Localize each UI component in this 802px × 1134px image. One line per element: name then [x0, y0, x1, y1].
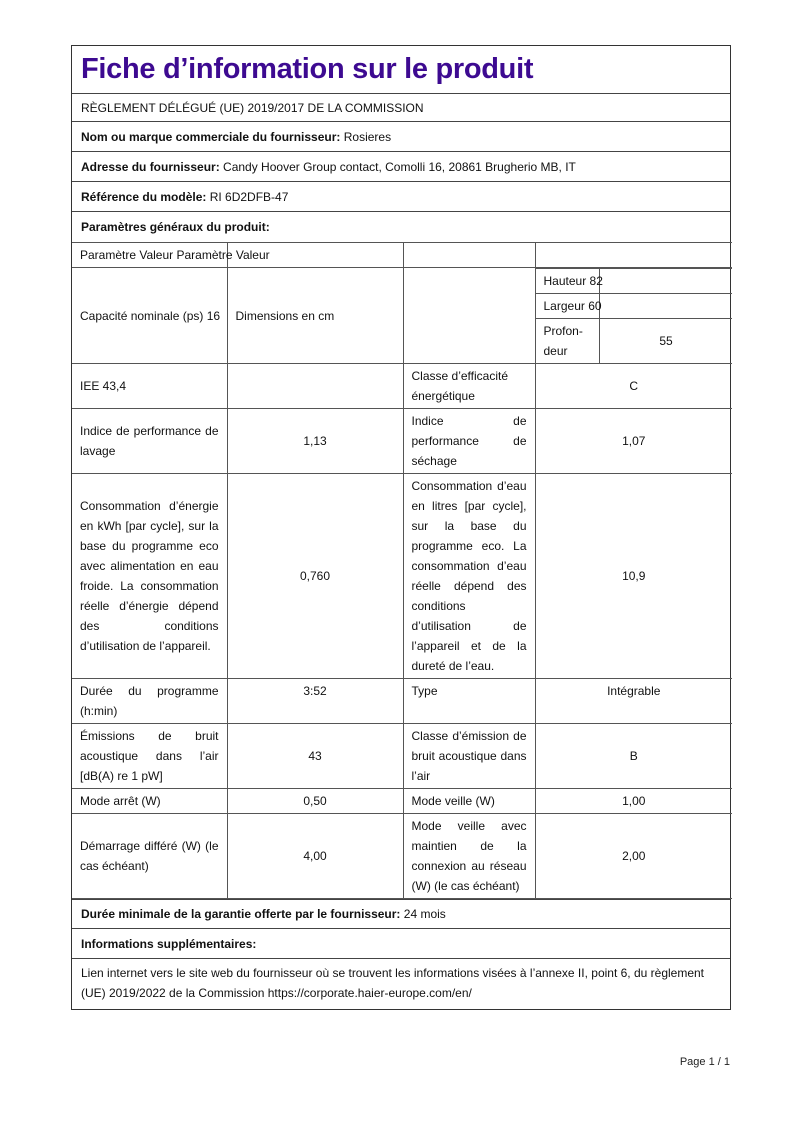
- param-value: C: [535, 364, 732, 409]
- param-label: Mode veille avec maintien de la connexion au réseau (W) (le cas échéant): [403, 814, 535, 899]
- page-title: Fiche d’information sur le produit: [72, 46, 730, 94]
- width-label: Largeur 60: [536, 294, 600, 319]
- depth-label: Profon-deur: [536, 319, 600, 364]
- param-value: B: [535, 724, 732, 789]
- param-value: 0,760: [227, 474, 403, 679]
- depth-value: 55: [600, 319, 733, 364]
- table-row: [72, 474, 732, 679]
- additional-info-heading: Informations supplémentaires:: [72, 929, 730, 959]
- param-label: Durée du programme (h:min): [72, 679, 227, 724]
- supplier-address-label: Adresse du fournisseur:: [81, 159, 220, 174]
- param-value: Intégrable: [535, 679, 732, 724]
- table-row: [72, 724, 732, 789]
- param-label: Classe d’efficacité énergétique: [403, 364, 535, 409]
- regulation-text: RÈGLEMENT DÉLÉGUÉ (UE) 2019/2017 DE LA COMMISSION: [72, 94, 730, 122]
- table-row: [72, 789, 732, 814]
- warranty-label: Durée minimale de la garantie offerte par le fournisseur:: [81, 907, 401, 921]
- table-row: [72, 364, 732, 409]
- height-label: Hauteur 82: [536, 269, 600, 294]
- table-row-capacity-dimensions: [72, 268, 732, 364]
- param-label: Indice de performance de lavage: [72, 409, 227, 474]
- param-label: Consommation d’énergie en kWh [par cycle], sur la base du programme eco avec alimentation en eau froide. La consommation réelle d’énergie dépend des conditions d’utilisation de l’appareil.: [72, 474, 227, 679]
- param-value: 1,07: [535, 409, 732, 474]
- supplier-address-row: [72, 152, 730, 182]
- supplier-address-value: Candy Hoover Group contact, Comolli 16, 20861 Brugherio MB, IT: [219, 159, 576, 174]
- param-label: Démarrage différé (W) (le cas échéant): [72, 814, 227, 899]
- param-label: Classe d’émission de bruit acoustique dans l’air: [403, 724, 535, 789]
- additional-info-text: Lien internet vers le site web du fournisseur où se trouvent les informations visées à l’annexe II, point 6, du règlement (UE) 2019/2022 de la Commission https://corporate.haier-europe.com/en/: [81, 966, 705, 1000]
- dimensions-label-cell: Dimensions en cm: [227, 268, 403, 364]
- param-value: 1,00: [535, 789, 732, 814]
- supplier-name-value: Rosieres: [340, 129, 392, 144]
- param-value: [227, 364, 403, 409]
- model-reference-value: RI 6D2DFB-47: [206, 189, 289, 204]
- general-params-heading: Paramètres généraux du produit:: [81, 220, 270, 234]
- table-row: [72, 679, 732, 724]
- model-reference-label: Référence du modèle:: [81, 189, 207, 204]
- page-indicator: Page 1 / 1: [679, 1056, 730, 1068]
- product-information-sheet: [71, 45, 731, 1010]
- param-value: 0,50: [227, 789, 403, 814]
- dimensions-values-cell: [535, 268, 732, 364]
- warranty-value: 24 mois: [400, 907, 446, 921]
- supplier-name-row: [72, 122, 730, 152]
- supplier-name-label: Nom ou marque commerciale du fournisseur:: [81, 129, 341, 144]
- param-value: 2,00: [535, 814, 732, 899]
- table-row: [72, 409, 732, 474]
- param-value: 43: [227, 724, 403, 789]
- param-value: 4,00: [227, 814, 403, 899]
- table-row: [72, 814, 732, 899]
- table-header-row: [72, 243, 732, 268]
- param-label: Consommation d’eau en litres [par cycle], sur la base du programme eco. La consommation d’eau réelle dépend des conditions d’utilisation de l’appareil et de la dureté de l’eau.: [403, 474, 535, 679]
- model-reference-row: [72, 182, 730, 212]
- warranty-row: [72, 899, 730, 929]
- param-label: Mode veille (W): [403, 789, 535, 814]
- param-value: 10,9: [535, 474, 732, 679]
- param-label: IEE 43,4: [72, 364, 227, 409]
- parameters-table: [72, 242, 732, 899]
- capacity-cell: Capacité nominale (ps) 16: [72, 268, 227, 364]
- param-label: Indice de performance de séchage: [403, 409, 535, 474]
- param-label: Émissions de bruit acoustique dans l’air [dB(A) re 1 pW]: [72, 724, 227, 789]
- param-label: Type: [403, 679, 535, 724]
- param-label: Mode arrêt (W): [72, 789, 227, 814]
- param-value: 3:52: [227, 679, 403, 724]
- param-value: 1,13: [227, 409, 403, 474]
- table-header-cell: Paramètre Valeur Paramètre Valeur: [72, 243, 227, 268]
